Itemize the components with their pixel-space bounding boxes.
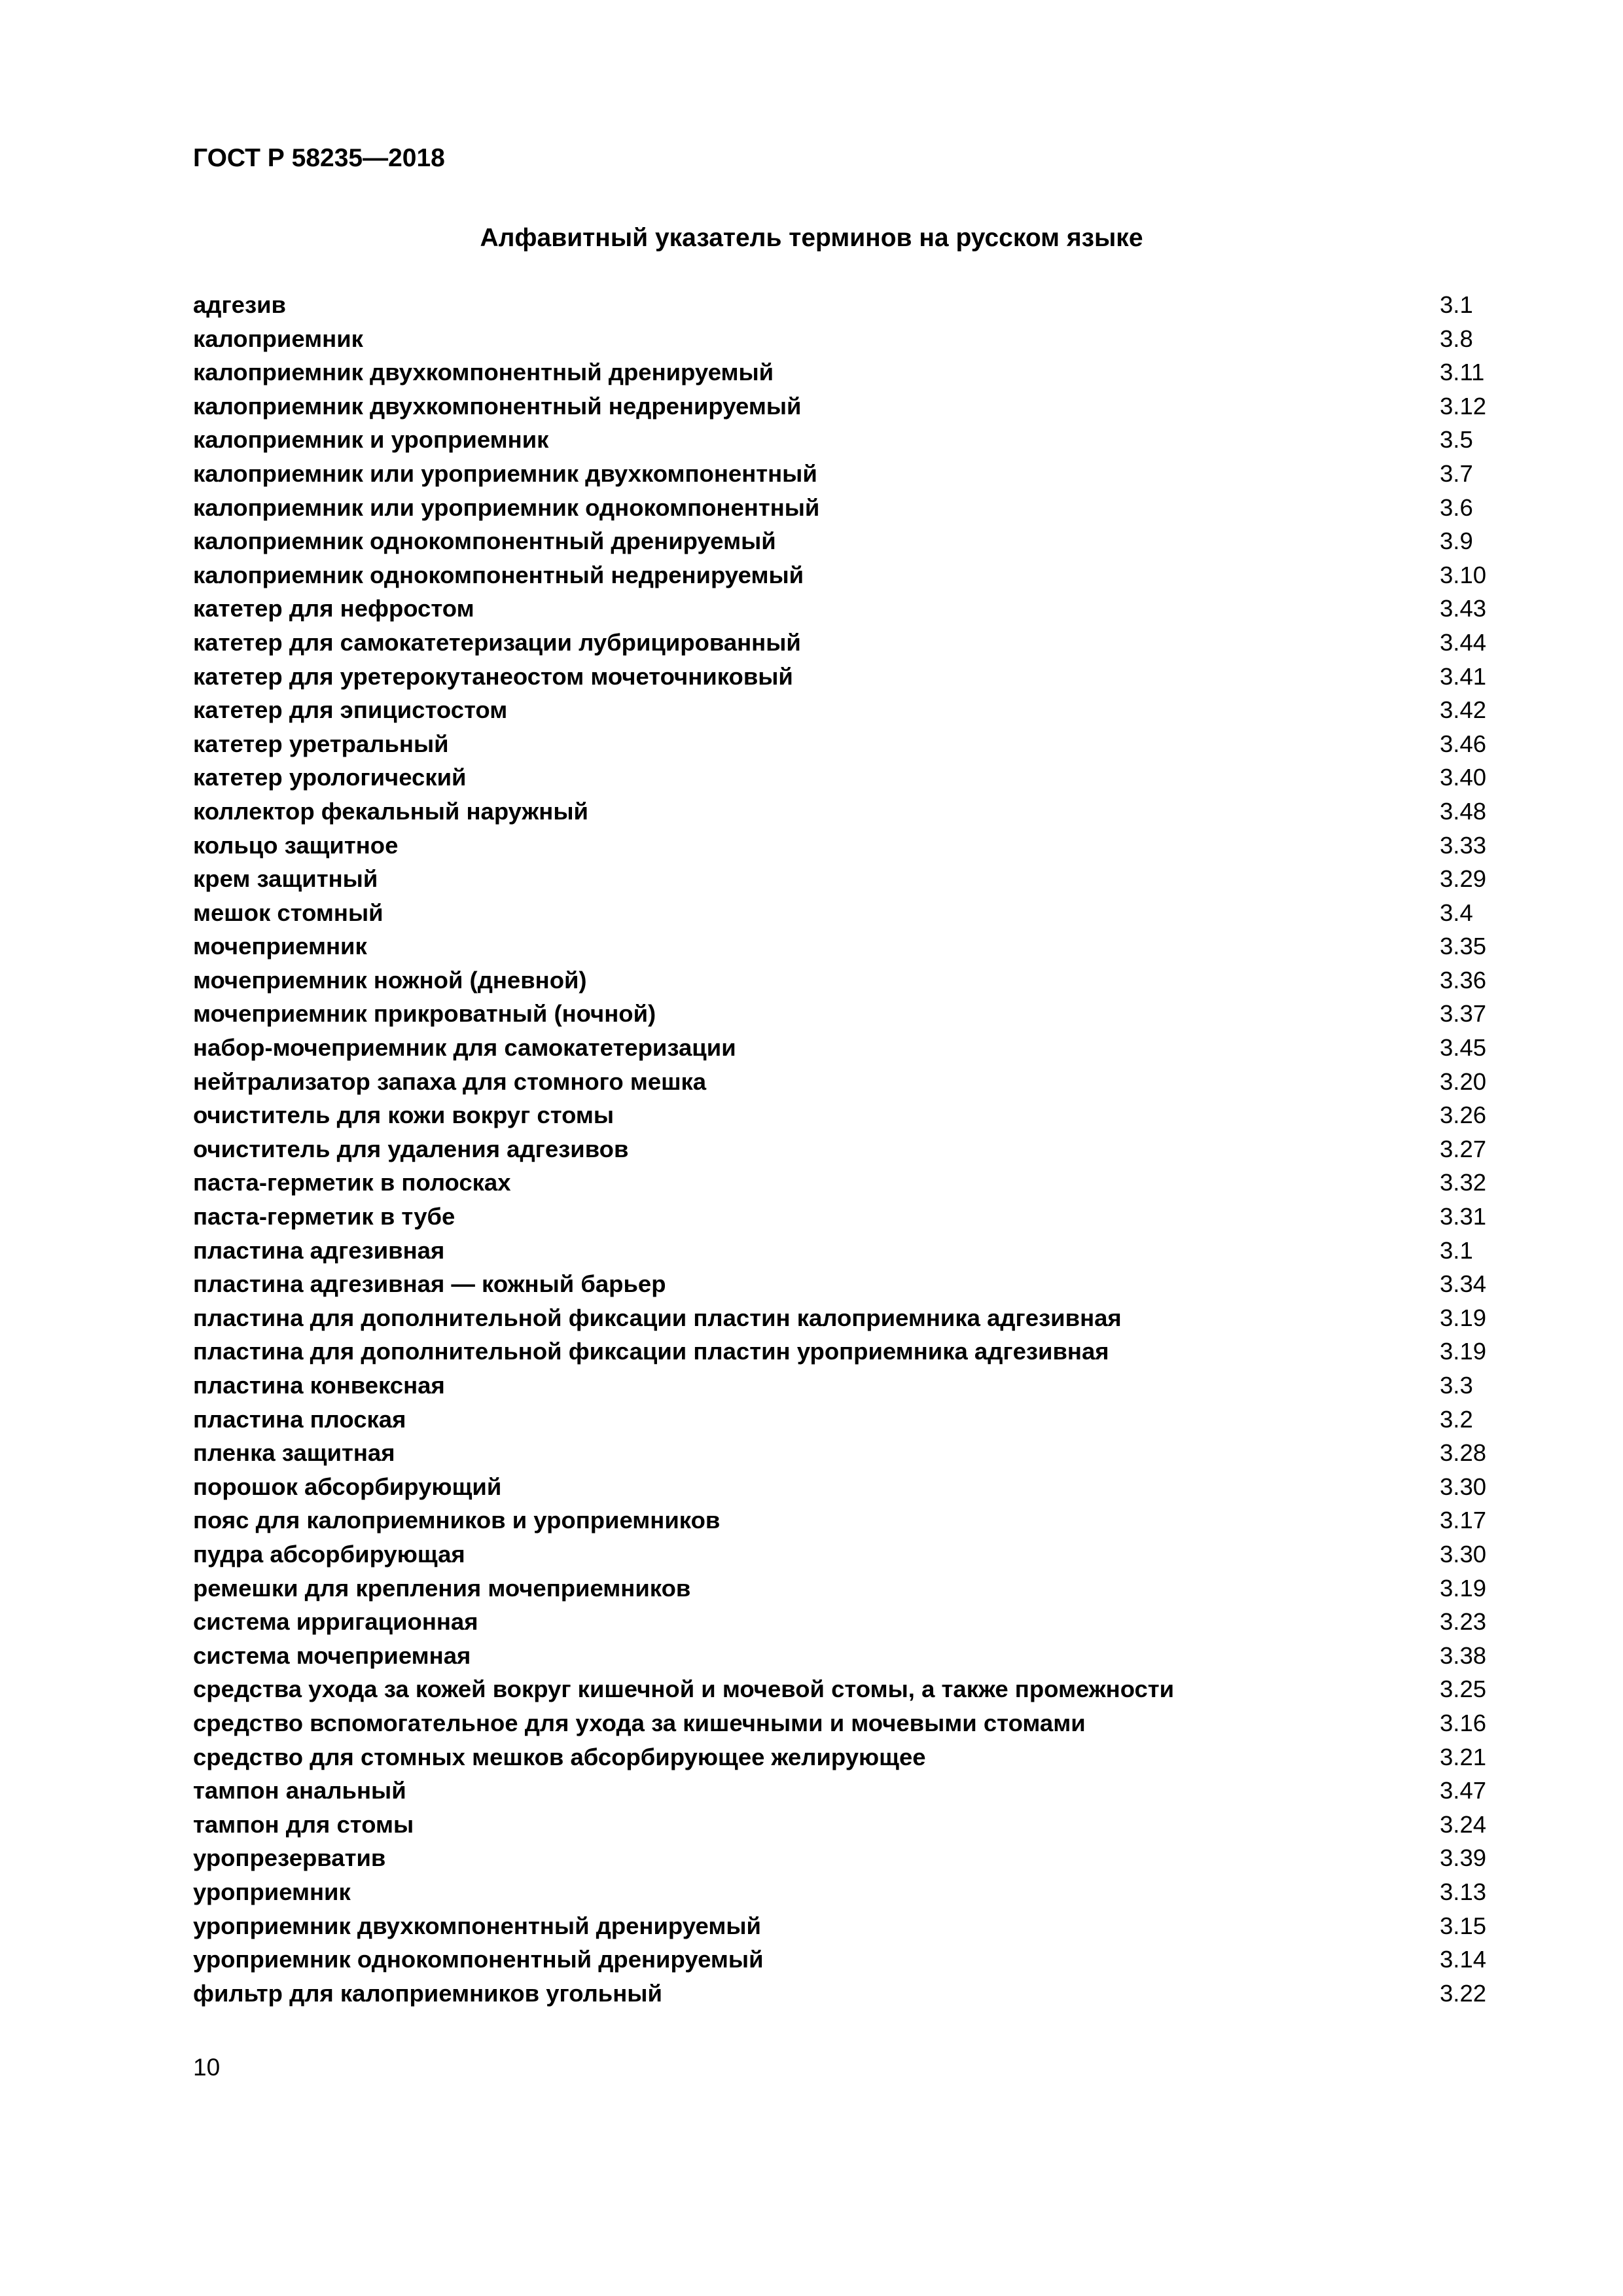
index-entry (193, 1875, 1505, 1909)
index-entry (193, 1470, 1505, 1504)
index-reference: 3.19 (1440, 1574, 1487, 1602)
index-term: калоприемник и уроприемник (193, 426, 549, 454)
index-term: адгезив (193, 291, 286, 318)
index-reference: 3.33 (1440, 831, 1487, 859)
index-reference: 3.1 (1440, 291, 1473, 318)
index-entry (193, 829, 1505, 863)
index-reference: 3.1 (1440, 1236, 1473, 1264)
index-term: пластина конвексная (193, 1372, 445, 1399)
index-term: пластина плоская (193, 1405, 406, 1433)
index-entry (193, 1639, 1505, 1673)
index-reference: 3.30 (1440, 1540, 1487, 1568)
index-entry (193, 997, 1505, 1031)
index-reference: 3.39 (1440, 1844, 1487, 1872)
index-entry (193, 1841, 1505, 1875)
index-entry (193, 896, 1505, 930)
index-term: калоприемник или уроприемник двухкомпонентный (193, 459, 817, 487)
index-reference: 3.31 (1440, 1203, 1487, 1230)
index-reference: 3.15 (1440, 1912, 1487, 1939)
index-entry (193, 1706, 1505, 1740)
index-term: калоприемник однокомпонентный дренируемый (193, 528, 776, 555)
index-reference: 3.22 (1440, 1979, 1487, 2007)
index-term: нейтрализатор запаха для стомного мешка (193, 1067, 707, 1095)
index-reference: 3.29 (1440, 865, 1487, 893)
index-term: паста-герметик в полосках (193, 1169, 511, 1196)
index-term: калоприемник двухкомпонентный дренируемый (193, 359, 774, 386)
index-entry (193, 929, 1505, 963)
index-entry (193, 1132, 1505, 1166)
index-reference: 3.25 (1440, 1676, 1487, 1703)
index-entry (193, 1537, 1505, 1571)
index-term: тампон для стомы (193, 1810, 414, 1838)
index-term: пластина адгезивная — кожный барьер (193, 1270, 666, 1298)
index-reference: 3.42 (1440, 696, 1487, 724)
index-term: катетер для уретерокутанеостом мочеточниковый (193, 662, 793, 690)
index-term: пластина для дополнительной фиксации пластин калоприемника адгезивная (193, 1304, 1122, 1331)
index-entry (193, 423, 1505, 457)
index-term: коллектор фекальный наружный (193, 797, 588, 825)
index-entry (193, 1909, 1505, 1943)
index-reference: 3.38 (1440, 1641, 1487, 1669)
index-entry (193, 1672, 1505, 1706)
index-reference: 3.35 (1440, 933, 1487, 960)
index-reference: 3.20 (1440, 1067, 1487, 1095)
index-entry (193, 355, 1505, 389)
index-entry (193, 1301, 1505, 1335)
index-reference: 3.46 (1440, 730, 1487, 757)
document-code: ГОСТ Р 58235—2018 (193, 144, 445, 172)
index-reference: 3.28 (1440, 1439, 1487, 1467)
index-reference: 3.27 (1440, 1135, 1487, 1162)
index-entry (193, 1774, 1505, 1808)
index-term: катетер уретральный (193, 730, 449, 757)
index-entry (193, 1335, 1505, 1369)
index-entry (193, 558, 1505, 592)
index-term: катетер для самокатетеризации лубрицированный (193, 628, 801, 656)
index-reference: 3.30 (1440, 1473, 1487, 1500)
index-reference: 3.19 (1440, 1304, 1487, 1331)
index-term: калоприемник однокомпонентный недренируемый (193, 561, 804, 588)
index-entry (193, 693, 1505, 727)
index-reference: 3.21 (1440, 1743, 1487, 1770)
index-reference: 3.44 (1440, 628, 1487, 656)
index-reference: 3.37 (1440, 1000, 1487, 1028)
index-term: мешок стомный (193, 899, 383, 926)
index-entry (193, 1200, 1505, 1234)
index-term: пояс для калоприемников и уроприемников (193, 1507, 721, 1534)
index-reference: 3.17 (1440, 1507, 1487, 1534)
index-reference: 3.40 (1440, 764, 1487, 791)
index-term: фильтр для калоприемников угольный (193, 1979, 662, 2007)
index-entry (193, 1977, 1505, 2011)
term-index-list (193, 288, 1505, 2010)
index-entry (193, 457, 1505, 491)
index-reference: 3.16 (1440, 1709, 1487, 1736)
index-term: пластина для дополнительной фиксации пластин уроприемника адгезивная (193, 1338, 1109, 1365)
index-term: уропрезерватив (193, 1844, 386, 1872)
index-term: порошок абсорбирующий (193, 1473, 502, 1500)
index-entry (193, 1369, 1505, 1403)
index-entry (193, 1436, 1505, 1470)
index-reference: 3.9 (1440, 528, 1473, 555)
index-term: крем защитный (193, 865, 378, 893)
index-entry (193, 1571, 1505, 1605)
index-reference: 3.47 (1440, 1777, 1487, 1804)
index-entry (193, 1808, 1505, 1842)
index-term: катетер для эпицистостом (193, 696, 508, 724)
index-term: система ирригационная (193, 1608, 478, 1636)
index-entry (193, 963, 1505, 997)
index-reference: 3.6 (1440, 493, 1473, 521)
index-reference: 3.45 (1440, 1034, 1487, 1062)
index-reference: 3.2 (1440, 1405, 1473, 1433)
index-entry (193, 524, 1505, 558)
index-entry (193, 1234, 1505, 1268)
index-term: катетер урологический (193, 764, 467, 791)
index-reference: 3.41 (1440, 662, 1487, 690)
index-reference: 3.43 (1440, 595, 1487, 622)
index-term: калоприемник двухкомпонентный недренируемый (193, 392, 802, 420)
index-entry (193, 1605, 1505, 1639)
index-entry (193, 1098, 1505, 1132)
index-reference: 3.24 (1440, 1810, 1487, 1838)
index-term: паста-герметик в тубе (193, 1203, 455, 1230)
index-reference: 3.11 (1440, 359, 1485, 386)
index-term: очиститель для удаления адгезивов (193, 1135, 629, 1162)
index-entry (193, 491, 1505, 525)
index-term: очиститель для кожи вокруг стомы (193, 1102, 615, 1129)
index-term: пленка защитная (193, 1439, 395, 1467)
index-term: средство вспомогательное для ухода за кишечными и мочевыми стомами (193, 1709, 1086, 1736)
index-term: тампон анальный (193, 1777, 406, 1804)
index-reference: 3.23 (1440, 1608, 1487, 1636)
index-entry (193, 660, 1505, 694)
index-entry (193, 626, 1505, 660)
index-term: уроприемник (193, 1878, 351, 1905)
index-entry (193, 1740, 1505, 1774)
index-entry (193, 1031, 1505, 1065)
index-entry (193, 727, 1505, 761)
index-reference: 3.19 (1440, 1338, 1487, 1365)
index-reference: 3.13 (1440, 1878, 1487, 1905)
index-entry (193, 1503, 1505, 1537)
index-reference: 3.10 (1440, 561, 1487, 588)
index-entry (193, 288, 1505, 322)
index-term: пластина адгезивная (193, 1236, 445, 1264)
index-term: ремешки для крепления мочеприемников (193, 1574, 691, 1602)
index-reference: 3.12 (1440, 392, 1487, 420)
index-term: набор-мочеприемник для самокатетеризации (193, 1034, 736, 1062)
index-entry (193, 795, 1505, 829)
index-entry (193, 1267, 1505, 1301)
index-term: мочеприемник ножной (дневной) (193, 966, 587, 994)
index-reference: 3.8 (1440, 325, 1473, 352)
index-entry (193, 1403, 1505, 1437)
index-reference: 3.7 (1440, 459, 1473, 487)
index-entry (193, 389, 1505, 423)
index-entry (193, 1166, 1505, 1200)
index-term: калоприемник (193, 325, 363, 352)
index-entry (193, 761, 1505, 795)
index-reference: 3.36 (1440, 966, 1487, 994)
index-reference: 3.5 (1440, 426, 1473, 454)
index-reference: 3.14 (1440, 1946, 1487, 1973)
index-term: калоприемник или уроприемник однокомпонентный (193, 493, 820, 521)
index-reference: 3.3 (1440, 1372, 1473, 1399)
index-entry (193, 1943, 1505, 1977)
index-term: уроприемник однокомпонентный дренируемый (193, 1946, 764, 1973)
index-term: система мочеприемная (193, 1641, 471, 1669)
index-reference: 3.48 (1440, 797, 1487, 825)
index-term: кольцо защитное (193, 831, 399, 859)
index-title: Алфавитный указатель терминов на русском языке (480, 224, 1143, 252)
index-term: мочеприемник (193, 933, 367, 960)
index-entry (193, 322, 1505, 356)
index-term: пудра абсорбирующая (193, 1540, 465, 1568)
index-reference: 3.32 (1440, 1169, 1487, 1196)
index-entry (193, 1065, 1505, 1099)
index-term: уроприемник двухкомпонентный дренируемый (193, 1912, 761, 1939)
index-term: катетер для нефростом (193, 595, 474, 622)
index-reference: 3.26 (1440, 1102, 1487, 1129)
page-number: 10 (193, 2054, 221, 2081)
index-term: мочеприемник прикроватный (ночной) (193, 1000, 656, 1028)
index-reference: 3.4 (1440, 899, 1473, 926)
index-term: средство для стомных мешков абсорбирующее желирующее (193, 1743, 926, 1770)
index-entry (193, 862, 1505, 896)
index-term: средства ухода за кожей вокруг кишечной и мочевой стомы, а также промежности (193, 1676, 1175, 1703)
index-reference: 3.34 (1440, 1270, 1487, 1298)
index-entry (193, 592, 1505, 626)
